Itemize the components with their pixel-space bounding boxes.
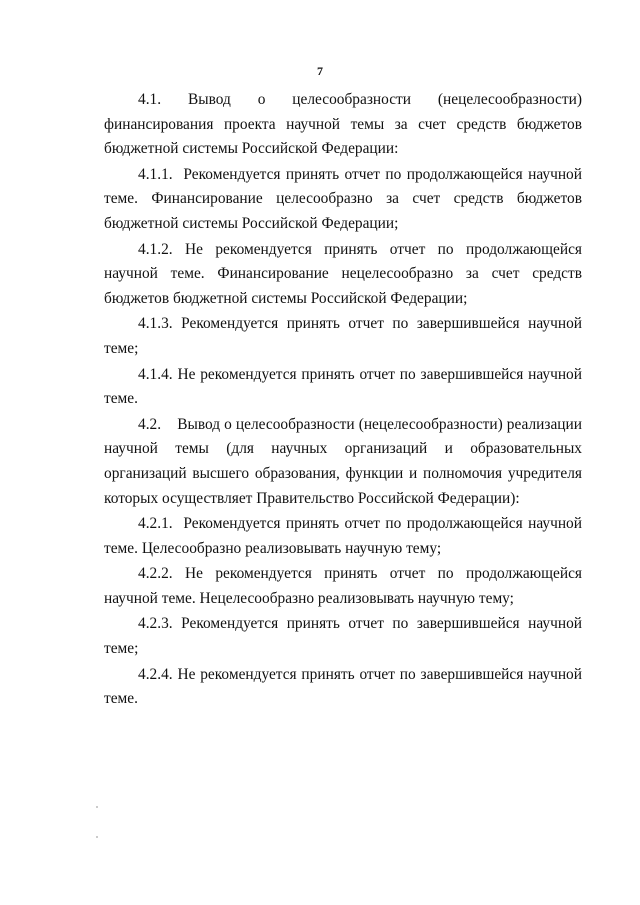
paragraph-text: финансирования проекта научной темы за счет средств бюджетов бюджетной системы Российской Федерации:	[104, 115, 582, 158]
paragraph-4-2-4	[104, 663, 582, 712]
paragraph-word: (нецелесообразности)	[437, 91, 582, 108]
paragraph-word: о	[257, 91, 266, 108]
paragraph-number: 4.2.2.	[138, 565, 173, 583]
paragraph-4-2-2	[104, 562, 582, 611]
paragraph-number: 4.1.3.	[138, 315, 173, 333]
paragraph-4-1-1	[104, 163, 582, 237]
paragraph-number: 4.2.3.	[138, 615, 173, 633]
scan-speck	[96, 806, 98, 808]
paragraph-number: 4.1.	[138, 91, 162, 108]
paragraph-number: 4.2.	[138, 415, 162, 433]
paragraph-text: Рекомендуется принять отчет по продолжающейся научной теме. Целесообразно реализовывать научную тему;	[104, 515, 582, 557]
paragraph-word: целесообразности	[292, 91, 412, 108]
paragraph-number: 4.1.1.	[138, 165, 173, 183]
paragraph-4-1-4	[104, 363, 582, 412]
paragraph-4-1	[104, 88, 582, 162]
paragraph-4-2-3	[104, 612, 582, 661]
paragraph-number: 4.2.1.	[138, 515, 173, 533]
paragraph-4-2-1	[104, 512, 582, 561]
paragraph-4-2	[104, 413, 582, 511]
paragraph-text: Вывод о целесообразности (нецелесообразности) реализации научной темы (для научных организаций и образовательных организаций высшего образования, функции и полномочия учредителя которых осуществляет Правительство Российской Федерации):	[104, 415, 583, 507]
document-body	[104, 88, 582, 712]
paragraph-text: Рекомендуется принять отчет по продолжающейся научной теме. Финансирование целесообразно за счет средств бюджетов бюджетной системы Российской Федерации;	[104, 165, 582, 232]
paragraph-text: Рекомендуется принять отчет по завершившейся научной теме;	[104, 315, 583, 357]
paragraph-4-1-3	[104, 312, 582, 361]
paragraph-word: Вывод	[187, 91, 231, 108]
paragraph-text: Не рекомендуется принять отчет по завершившейся научной теме.	[104, 365, 582, 408]
paragraph-number: 4.2.4.	[138, 665, 173, 683]
paragraph-4-1-2	[104, 238, 582, 312]
paragraph-4-1-first-line	[104, 88, 582, 113]
scan-speck	[96, 836, 98, 838]
paragraph-number: 4.1.2.	[138, 240, 173, 258]
page-number: 7	[317, 64, 323, 78]
paragraph-text: Не рекомендуется принять отчет по продолжающейся научной теме. Нецелесообразно реализовывать научную тему;	[104, 565, 582, 607]
paragraph-text: Рекомендуется принять отчет по завершившейся научной теме;	[104, 615, 583, 658]
paragraph-text: Не рекомендуется принять отчет по завершившейся научной теме.	[104, 665, 582, 708]
paragraph-text: Не рекомендуется принять отчет по продолжающейся научной теме. Финансирование нецелесообразно за счет средств бюджетов бюджетной системы Российской Федерации;	[104, 240, 582, 307]
paragraph-number: 4.1.4.	[138, 365, 173, 383]
